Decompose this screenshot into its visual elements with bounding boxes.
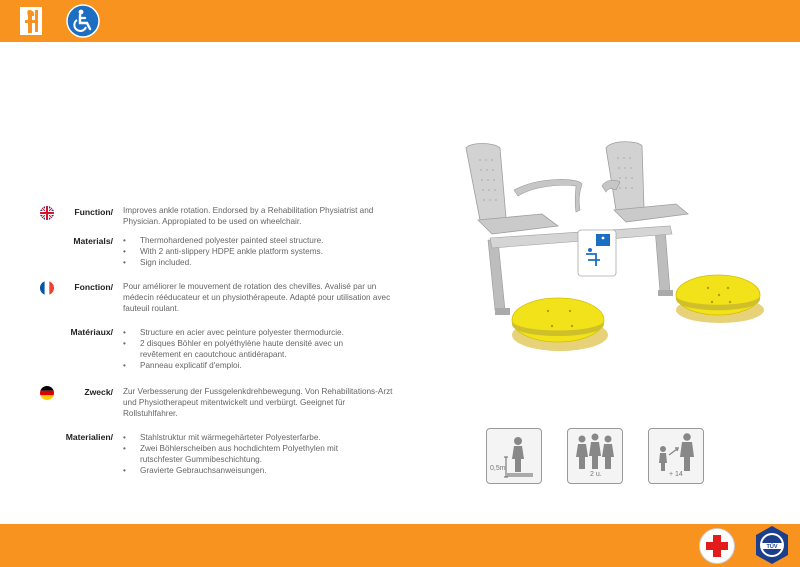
age-restriction-icon — [17, 6, 47, 36]
list-item: • Stahlstruktur mit wärmegehärteter Polyesterfarbe. — [123, 432, 378, 443]
materials-list-fr — [123, 327, 378, 371]
footer-bar — [0, 524, 800, 567]
fall-height-pictogram — [486, 428, 542, 484]
list-item: • Zwei Böhlerscheiben aus hochdichtem Polyethylen mit rutschfester Gummibeschichtung. — [123, 443, 378, 465]
list-item: • 2 disques Böhler en polyéthylène haute densité avec un revêtement en caoutchouc antidérapant. — [123, 338, 378, 360]
tuv-text: TÜV — [766, 544, 778, 550]
age-pictogram — [648, 428, 704, 484]
materials-label-fr: Matériaux/ — [70, 327, 113, 337]
list-item: • Structure en acier avec peinture polyester thermodurcie. — [123, 327, 378, 338]
function-label-de: Zweck/ — [84, 387, 113, 397]
function-label-en: Function/ — [74, 207, 113, 217]
users-pictogram — [567, 428, 623, 484]
header-bar — [0, 0, 800, 42]
child-icon — [487, 429, 541, 483]
users-label: 2 u. — [590, 471, 602, 478]
materials-label-de: Materialien/ — [65, 432, 113, 442]
list-item: • Gravierte Gebrauchsanweisungen. — [123, 465, 378, 476]
list-item: • Sign included. — [123, 257, 393, 268]
tuv-logo — [752, 525, 792, 565]
function-text-fr: Pour améliorer le mouvement de rotation des chevilles. Avalisé par un médecin rééducateur et un physiothérapeute. Adapté pour utilisation avec fauteuil roulant. — [123, 282, 391, 313]
fall-height-label: 0,5m — [490, 465, 506, 472]
materials-label-en: Materials/ — [73, 236, 113, 246]
product-image — [430, 130, 770, 370]
function-text-en: Improves ankle rotation. Endorsed by a Rehabilitation Physiatrist and Physician. Appropiated to be used on wheelchair. — [123, 206, 374, 226]
materials-list-de — [123, 432, 378, 476]
red-cross-logo — [698, 527, 736, 565]
age-label: + 14 — [669, 471, 683, 478]
list-item: • Thermohardened polyester painted steel structure. — [123, 235, 393, 246]
wheelchair-icon — [66, 4, 100, 38]
function-label-fr: Fonction/ — [74, 282, 113, 292]
function-text-de: Zur Verbesserung der Fussgelenkdrehbewegung. Von Rehabilitations-Arzt und Physiotherapeut mitentwickelt und verbürgt. Geeignet für Rollstuhlfahrer. — [123, 387, 393, 418]
materials-list-en — [123, 235, 393, 268]
list-item: • Panneau explicatif d'emploi. — [123, 360, 378, 371]
list-item: • With 2 anti-slippery HDPE ankle platform systems. — [123, 246, 393, 257]
